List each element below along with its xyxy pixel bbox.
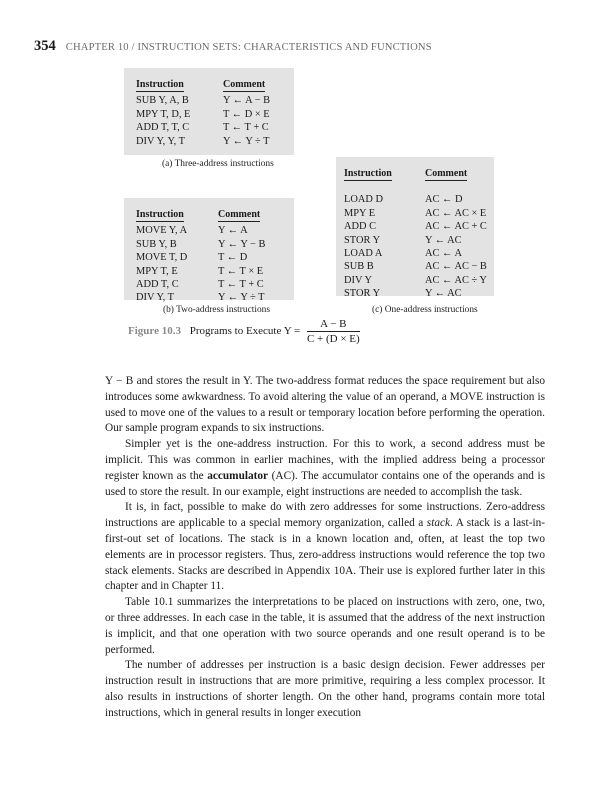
paragraph: The number of addresses per instruction is a basic design decision. Fewer addresses per instruction result in instructions that are more primitive, requiring a less complex processor. It also results in instructions of shorter length. On the other hand, programs contain more total instructions, which in general results in longer execution <box>105 659 545 719</box>
paragraph: It is, in fact, possible to make do with zero addresses for some instructions. Zero-address instructions are applicable to a special memory organization, called a stack. A stack is a last-in-first-out set of locations. The stack is in a known location and, often, at least the top two elements are in processor registers. Thus, zero-address instructions would reference the top two stack elements. Stacks are described in Appendix 10A. Their use is explored further later in this chapter and in Chapter 11. <box>105 501 546 593</box>
table-row: DIV Y AC ← AC ÷ Y <box>344 274 487 286</box>
chapter-title: CHAPTER 10 / INSTRUCTION SETS: CHARACTERISTICS AND FUNCTIONS <box>65 42 432 53</box>
table-row: LOAD A AC ← A <box>344 248 462 260</box>
caption-one-address: (c) One-address instructions <box>372 305 478 315</box>
two-address-table <box>124 198 294 304</box>
running-header <box>34 37 574 55</box>
col-header-instruction: Instruction <box>344 168 392 179</box>
figure-caption <box>128 318 360 345</box>
fraction <box>307 318 360 345</box>
figure-label: Figure 10.3 <box>128 325 181 338</box>
table-row: SUB Y, B Y ← Y − B <box>136 238 266 250</box>
table-row: MOVE Y, A Y ← A <box>136 225 248 237</box>
table-row: LOAD D AC ← D <box>344 194 463 206</box>
fraction-numerator: A − B <box>307 318 360 332</box>
col-header-instruction: Instruction <box>136 209 184 220</box>
table-row: MPY E AC ← AC × E <box>344 207 487 219</box>
table-row: ADD C AC ← AC + C <box>344 221 487 233</box>
table-row: DIV Y, T Y ← Y ÷ T <box>136 292 265 304</box>
term-stack: stack <box>426 517 451 530</box>
body-text <box>105 374 545 722</box>
col-header-comment: Comment <box>223 79 266 90</box>
paragraph: Simpler yet is the one-address instruction. For this to work, a second address must be implicit. This was common in earlier machines, with the implied address being a processor register known as the accumulator (AC). The accumulator contains one of the operands and is used to store the result. In our example, eight instructions are needed to accomplish the task. <box>105 438 545 498</box>
paragraph: Y − B and stores the result in Y. The two-address format reduces the space requirement but also introduces some awkwardness. To avoid altering the value of an operand, a MOVE instruction is used to move one of the values to a result or temporary location before performing the operation. Our sample program expands to six instructions. <box>105 375 545 435</box>
page-number: 354 <box>34 38 56 54</box>
one-address-table <box>336 157 494 300</box>
figure-title: Programs to Execute Y = <box>189 325 301 338</box>
table-row: MPY T, D, E T ← D × E <box>136 108 270 120</box>
table-row: ADD T, T, C T ← T + C <box>136 122 269 134</box>
table-row: MPY T, E T ← T × E <box>136 265 264 277</box>
col-header-comment: Comment <box>218 209 261 220</box>
paragraph: Table 10.1 summarizes the interpretations to be placed on instructions with zero, one, two, or three addresses. In each case in the table, it is assumed that the address of the next instruction is implicit, and that one operation with two source operands and one result operand is to be performed. <box>105 596 545 656</box>
caption-three-address: (a) Three-address instructions <box>162 159 274 169</box>
three-address-table <box>124 68 294 155</box>
table-row: MOVE T, D T ← D <box>136 252 248 264</box>
table-row: STOR Y Y ← AC <box>344 234 462 246</box>
fraction-denominator: C + (D × E) <box>306 333 360 345</box>
term-accumulator: accumulator <box>207 469 269 482</box>
table-row: SUB Y, A, B Y ← A − B <box>136 95 271 107</box>
col-header-comment: Comment <box>425 168 468 179</box>
table-row: DIV Y, Y, T Y ← Y ÷ T <box>136 135 270 147</box>
table-row: SUB B AC ← AC − B <box>344 261 487 273</box>
table-row: ADD T, C T ← T + C <box>136 279 264 291</box>
table-row: STOR Y Y ← AC <box>344 288 462 300</box>
caption-two-address: (b) Two-address instructions <box>163 305 270 315</box>
col-header-instruction: Instruction <box>136 79 184 90</box>
